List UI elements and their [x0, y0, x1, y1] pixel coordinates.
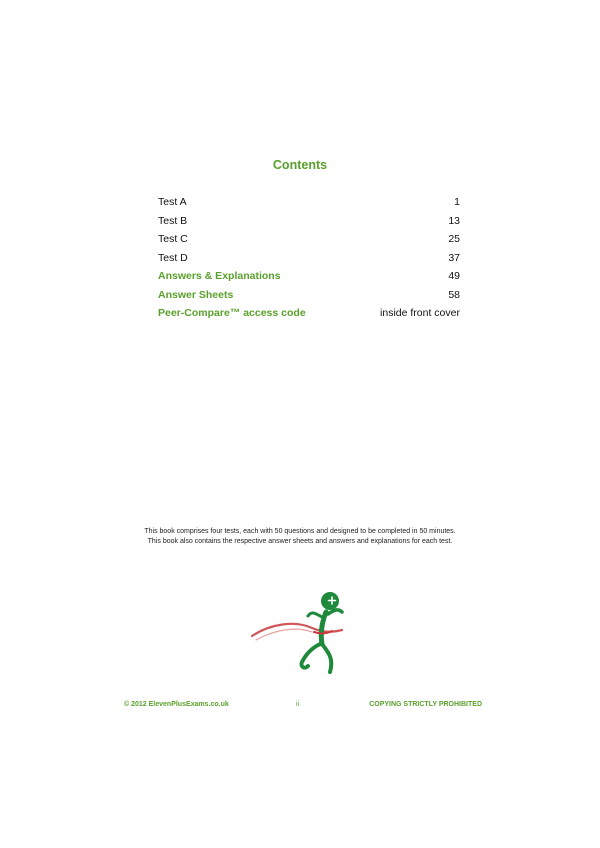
toc-entry-label: Test B — [158, 214, 188, 227]
toc-entry-answer-sheets[interactable] — [158, 286, 460, 305]
toc-entry-page: 58 — [448, 288, 460, 301]
toc-entry-page: 13 — [448, 214, 460, 227]
contents-heading: Contents — [272, 158, 328, 172]
toc-entry-label: Test C — [158, 233, 188, 245]
toc-entry-page: inside front cover — [380, 307, 460, 319]
page-number: ii — [296, 701, 300, 708]
toc-entry-page: 49 — [448, 270, 460, 282]
toc-entry-label: Test D — [158, 251, 188, 264]
toc-entry-label: Answers & Explanations — [158, 270, 281, 282]
toc-entry-test-d[interactable] — [158, 249, 460, 268]
toc-entry-label: Peer-Compare™ access code — [158, 307, 306, 319]
toc-entry-test-b[interactable] — [158, 212, 460, 231]
toc-entry-label: Test A — [158, 196, 187, 208]
book-description: This book comprises four tests, each with 50 questions and designed to be completed in 50 minutes. This book also contains the respective answer sheets and answers and explanations for each test. — [144, 528, 456, 545]
running-figure-logo-icon — [250, 588, 360, 678]
toc-entry-answers-explanations[interactable] — [158, 267, 460, 286]
copyright-text: © 2012 ElevenPlusExams.co.uk — [124, 701, 229, 708]
table-of-contents — [158, 193, 460, 323]
toc-entry-label: Answer Sheets — [158, 288, 234, 301]
toc-entry-test-c[interactable] — [158, 230, 460, 249]
copy-notice: COPYING STRICTLY PROHIBITED — [369, 701, 482, 708]
page-footer — [0, 701, 600, 713]
toc-entry-peer-compare[interactable] — [158, 304, 460, 323]
toc-entry-page: 1 — [454, 196, 460, 208]
toc-entry-page: 37 — [448, 251, 460, 264]
toc-entry-page: 25 — [448, 233, 460, 245]
toc-entry-test-a[interactable] — [158, 193, 460, 212]
